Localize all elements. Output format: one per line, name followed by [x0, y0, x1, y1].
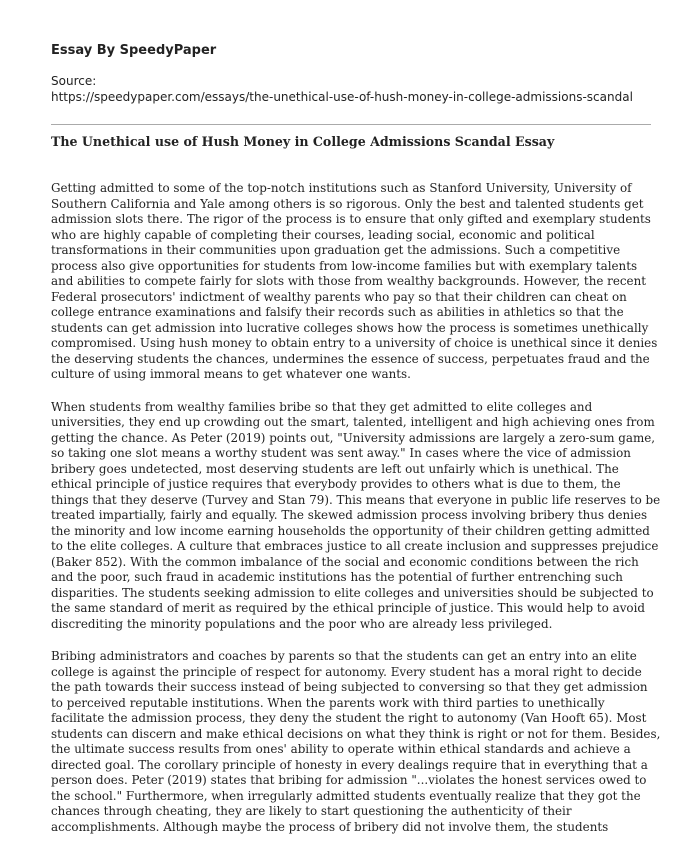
paragraph: When students from wealthy families bribe so that they get admitted to elite colleges and universities, they end up crowding out the smart, talented, intelligent and high achieving ones from getting the chance. As Peter (2019) points out, "University admissions are largely a zero-sum game, so taking one slot means a worthy student was sent away." In cases where the vice of admission bribery goes undetected, most deserving students are left out unfairly which is unethical. The ethical principle of justice requires that everybody provides to others what is due to them, the things that they deserve (Turvey and Stan 79). This means that everyone in public life reserves to be treated impartially, fairly and equally. The skewed admission process involving bribery thus denies the minority and low income earning households the opportunity of their children getting admitted to the elite colleges. A culture that embraces justice to all create inclusion and suppresses prejudice (Baker 852). With the common imbalance of the social and economic conditions between the rich and the poor, such fraud in academic institutions has the potential of further entrenching such disparities. The students seeking admission to elite colleges and universities should be subjected to the same standard of merit as required by the ethical principle of justice. This would help to avoid discrediting the minority populations and the poor who are already less privileged.: [51, 399, 661, 631]
divider: [51, 124, 651, 125]
paragraph: Getting admitted to some of the top-notch institutions such as Stanford University, University of Southern California and Yale among others is so rigorous. Only the best and talented students get admission slots there. The rigor of the process is to ensure that only gifted and exemplary students who are highly capable of completing their courses, leading social, economic and political transformations in their communities upon graduation get the admissions. Such a competitive process also give opportunities for students from low-income families but with exemplary talents and abilities to compete fairly for slots with those from wealthy backgrounds. However, the recent Federal prosecutors' indictment of wealthy parents who pay so that their children can cheat on college entrance examinations and falsify their records such as abilities in athletics so that the students can get admission into lucrative colleges shows how the process is sometimes unethically compromised. Using hush money to obtain entry to a university of choice is unethical since it denies the deserving students the chances, undermines the essence of success, perpetuates fraud and the culture of using immoral means to get whatever one wants.: [51, 181, 658, 381]
header-title: Essay By SpeedyPaper: [51, 43, 217, 58]
source-url[interactable]: https://speedypaper.com/essays/the-unethical-use-of-hush-money-in-college-admissions-scandal: [51, 90, 633, 104]
source-label: Source:: [51, 74, 97, 88]
paragraph: Bribing administrators and coaches by parents so that the students can get an entry into an elite college is against the principle of respect for autonomy. Every student has a moral right to decide the path towards their success instead of being subjected to conversing so that they get admission to perceived reputable institutions. When the parents work with third parties to unethically facilitate the admission process, they deny the student the right to autonomy (Van Hooft 65). Most students can discern and make ethical decisions on what they think is right or not for them. Besides, the ultimate success results from ones' ability to operate within ethical standards and achieve a directed goal. The corollary principle of honesty in every dealings require that in everything that a person does. Peter (2019) states that bribing for admission "...violates the honest services owed to the school." Furthermore, when irregularly admitted students eventually realize that they got the chances through cheating, they are likely to start questioning the authenticity of their accomplishments. Although maybe the process of bribery did not involve them, the students: [51, 649, 661, 834]
essay-title: The Unethical use of Hush Money in College Admissions Scandal Essay: [51, 134, 555, 149]
essay-body: [51, 181, 661, 852]
